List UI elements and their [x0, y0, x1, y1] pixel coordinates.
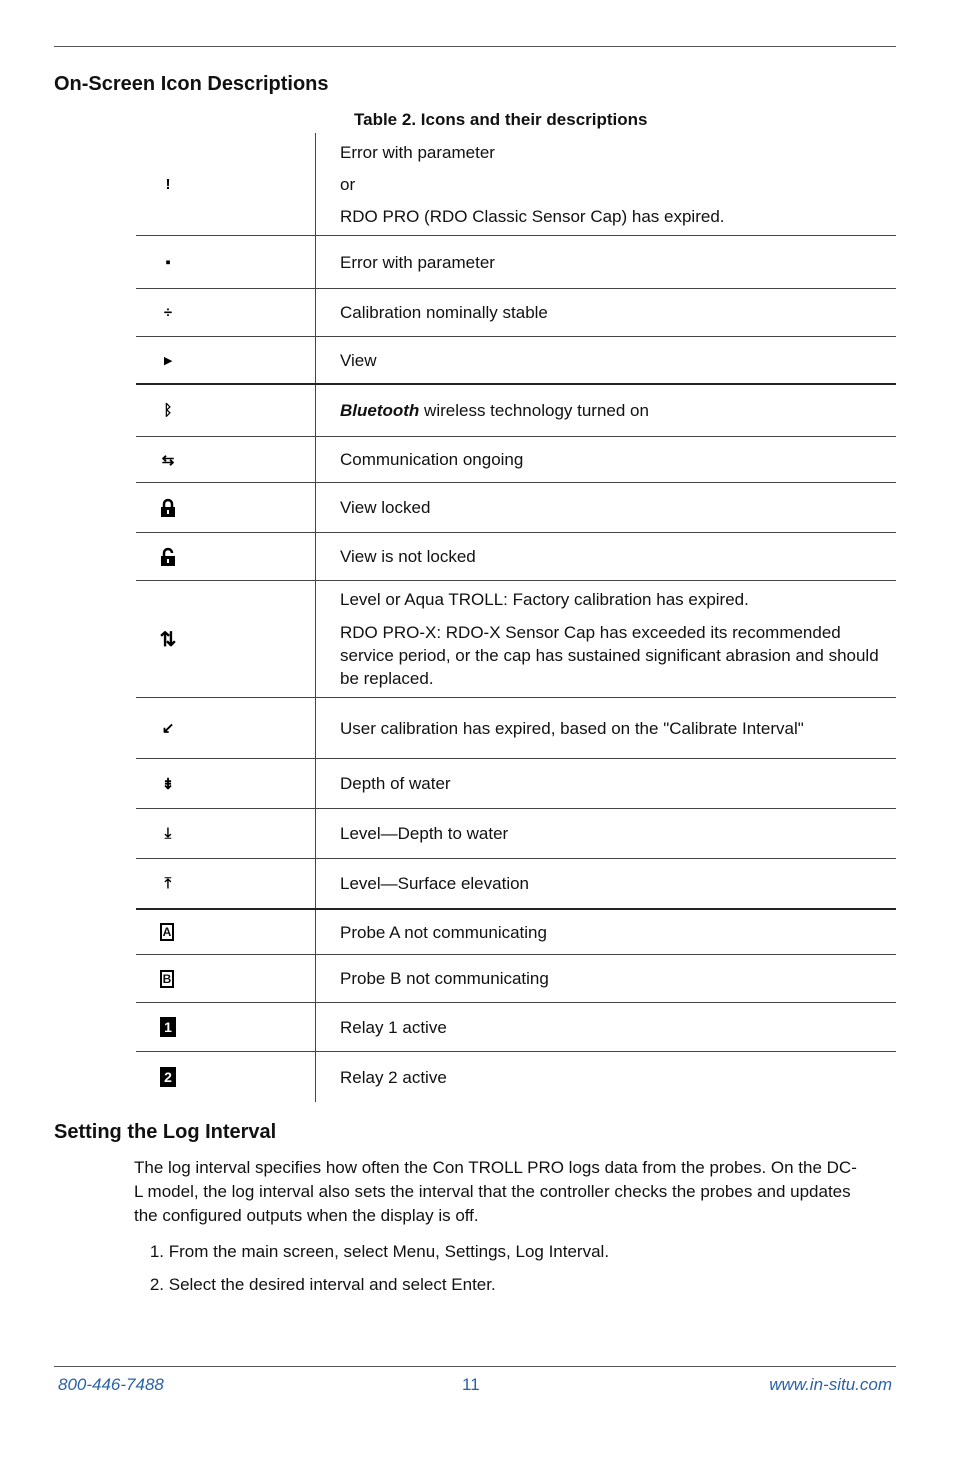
step-text: From the main screen, select Menu, Settings, Log Interval.: [168, 1242, 610, 1261]
table-row: [136, 483, 896, 533]
row-text: View: [340, 350, 377, 370]
list-item: [134, 1240, 609, 1264]
relay-2-icon: 2: [160, 1067, 176, 1087]
row-text: Error with parameter: [340, 252, 495, 272]
row-text: Calibration nominally stable: [340, 303, 548, 322]
log-paragraph: The log interval specifies how often the Con TROLL PRO logs data from the probes. On the DC-L model, the log interval also sets the interval that the controller checks the probes and updates the configured outputs when the display is off.: [134, 1158, 857, 1225]
unlock-icon: [160, 547, 176, 567]
step-text: Select the desired interval and select Enter.: [168, 1275, 496, 1294]
log-section-title: Setting the Log Interval: [54, 1121, 277, 1143]
exclamation-icon: !: [165, 175, 171, 193]
row-text: or: [340, 174, 356, 194]
factory-cal-expired-icon: ⇅: [159, 628, 177, 651]
table-row: [136, 236, 896, 289]
row-text: RDO PRO (RDO Classic Sensor Cap) has expired.: [340, 206, 725, 226]
table-row: [136, 1052, 896, 1102]
row-text: Level or Aqua TROLL: Factory calibration has expired.: [340, 590, 749, 609]
row-text: Probe A not communicating: [340, 922, 547, 942]
bluetooth-icon: ᛒ: [163, 402, 173, 419]
table-row: [136, 385, 896, 437]
section-title: On-Screen Icon Descriptions: [54, 73, 329, 95]
table-row: [136, 437, 896, 483]
table-row: [136, 533, 896, 581]
table-row: [136, 581, 896, 698]
table-row: [136, 289, 896, 337]
lock-icon: [160, 498, 176, 518]
table-row: [136, 698, 896, 759]
footer-rule: [54, 1366, 896, 1367]
row-text: Level—Depth to water: [340, 824, 509, 843]
table-row: [136, 337, 896, 385]
table-row: [136, 133, 896, 236]
table-row: [136, 809, 896, 859]
table-row: [136, 955, 896, 1003]
header-rule: [54, 46, 896, 47]
table-row: [136, 910, 896, 955]
icon-table: [136, 133, 896, 1102]
steps-list: [134, 1240, 609, 1306]
row-text: Relay 2 active: [340, 1067, 447, 1087]
row-text: Depth of water: [340, 774, 451, 793]
relay-1-icon: 1: [160, 1017, 176, 1037]
depth-of-water-icon: ⇟: [161, 775, 175, 793]
list-item: [134, 1273, 609, 1297]
communication-icon: ⇆: [161, 451, 175, 469]
footer-website-link[interactable]: www.in-situ.com: [769, 1375, 892, 1394]
bluetooth-label: Bluetooth: [340, 401, 420, 420]
table-row: [136, 859, 896, 910]
row-text: Probe B not communicating: [340, 969, 549, 988]
table-caption: Table 2. Icons and their descriptions: [354, 110, 648, 129]
row-text: User calibration has expired, based on the "Calibrate Interval": [340, 718, 804, 738]
stable-icon: ÷: [163, 304, 173, 321]
page-number: 11: [462, 1375, 480, 1394]
row-text: Relay 1 active: [340, 1017, 447, 1037]
row-text: View locked: [340, 498, 431, 517]
row-text: RDO PRO-X: RDO-X Sensor Cap has exceeded its recommended service period, or the cap has sustained significant abrasion and should be replaced.: [340, 623, 879, 688]
row-text: wireless technology turned on: [419, 401, 649, 420]
row-text: Communication ongoing: [340, 450, 524, 469]
row-text: Error with parameter: [340, 142, 495, 162]
step-number: 1.: [149, 1242, 164, 1261]
view-arrow-icon: ▸: [164, 352, 172, 369]
row-text: View is not locked: [340, 547, 476, 566]
depth-to-water-icon: ⤓: [164, 825, 172, 842]
probe-b-icon: B: [160, 970, 174, 988]
probe-a-icon: A: [160, 923, 174, 941]
surface-elevation-icon: ⤒: [164, 875, 172, 892]
table-row: [136, 759, 896, 809]
parameter-error-icon: ▪: [165, 253, 171, 271]
user-cal-expired-icon: ↙: [161, 720, 175, 737]
table-row: [136, 1003, 896, 1052]
step-number: 2.: [149, 1275, 164, 1294]
row-text: Level—Surface elevation: [340, 874, 530, 893]
footer-phone: 800-446-7488: [58, 1375, 164, 1394]
